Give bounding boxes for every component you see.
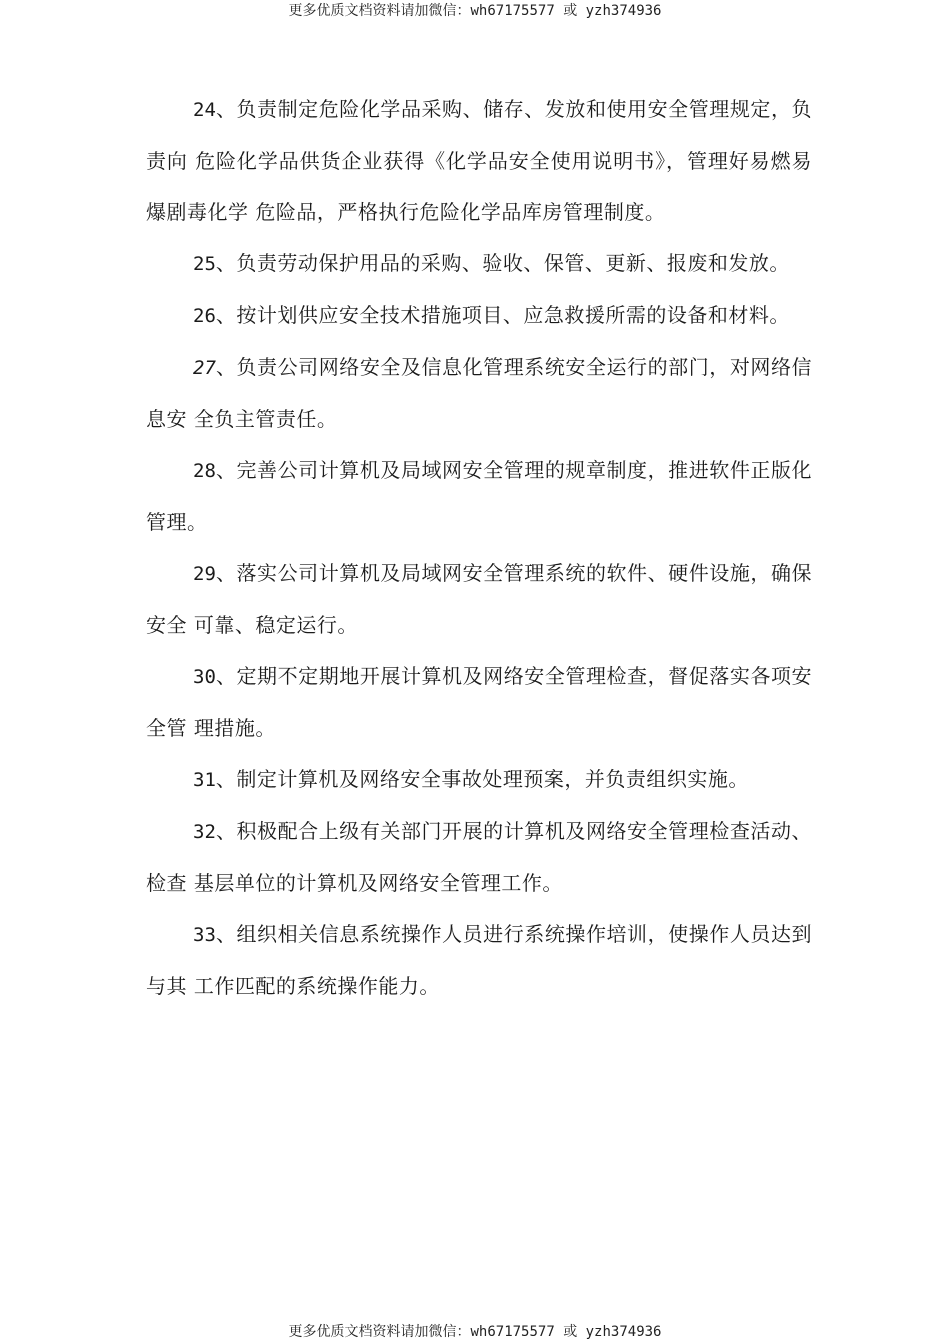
paragraph-30	[146, 651, 812, 754]
paragraph-25	[146, 238, 812, 290]
paragraph-31	[146, 754, 812, 806]
paragraph-26	[146, 290, 812, 342]
item-number: 33	[193, 924, 216, 946]
item-text: 、负责公司网络安全及信息化管理系统安全运行的部门，对网络信息安 全负主管责任。	[146, 355, 812, 431]
footer-watermark: 更多优质文档资料请加微信：wh67175577 或 yzh374936	[288, 1324, 662, 1340]
item-text: 、负责劳动保护用品的采购、验收、保管、更新、报废和发放。	[215, 251, 790, 275]
item-number: 27	[193, 357, 216, 379]
item-number: 29	[193, 563, 216, 585]
item-text: 、按计划供应安全技术措施项目、应急救援所需的设备和材料。	[215, 303, 790, 327]
document-body	[146, 84, 812, 1012]
item-text: 、制定计算机及网络安全事故处理预案，并负责组织实施。	[215, 767, 749, 791]
item-text: 、组织相关信息系统操作人员进行系统操作培训，使操作人员达到与其 工作匹配的系统操作能力。	[146, 922, 812, 998]
paragraph-32	[146, 806, 812, 909]
item-text: 、负责制定危险化学品采购、储存、发放和使用安全管理规定，负责向 危险化学品供货企业获得《化学品安全使用说明书》，管理好易燃易爆剧毒化学 危险品，严格执行危险化学品库房管理制度。	[146, 97, 812, 224]
item-text: 、定期不定期地开展计算机及网络安全管理检查，督促落实各项安全管 理措施。	[146, 664, 812, 740]
header-watermark: 更多优质文档资料请加微信：wh67175577 或 yzh374936	[288, 3, 662, 19]
paragraph-24	[146, 84, 812, 238]
item-text: 、积极配合上级有关部门开展的计算机及网络安全管理检查活动、检查 基层单位的计算机及网络安全管理工作。	[146, 819, 812, 895]
item-text: 、完善公司计算机及局域网安全管理的规章制度，推进软件正版化管理。	[146, 458, 812, 534]
item-text: 、落实公司计算机及局域网安全管理系统的软件、硬件设施，确保安全 可靠、稳定运行。	[146, 561, 812, 637]
item-number: 28	[193, 460, 216, 482]
paragraph-27	[146, 342, 812, 445]
item-number: 31	[193, 769, 216, 791]
paragraph-29	[146, 548, 812, 651]
item-number: 32	[193, 821, 216, 843]
paragraph-28	[146, 445, 812, 548]
item-number: 25	[193, 253, 216, 275]
item-number: 26	[193, 305, 216, 327]
paragraph-33	[146, 909, 812, 1012]
item-number: 30	[193, 666, 216, 688]
item-number: 24	[193, 99, 216, 121]
